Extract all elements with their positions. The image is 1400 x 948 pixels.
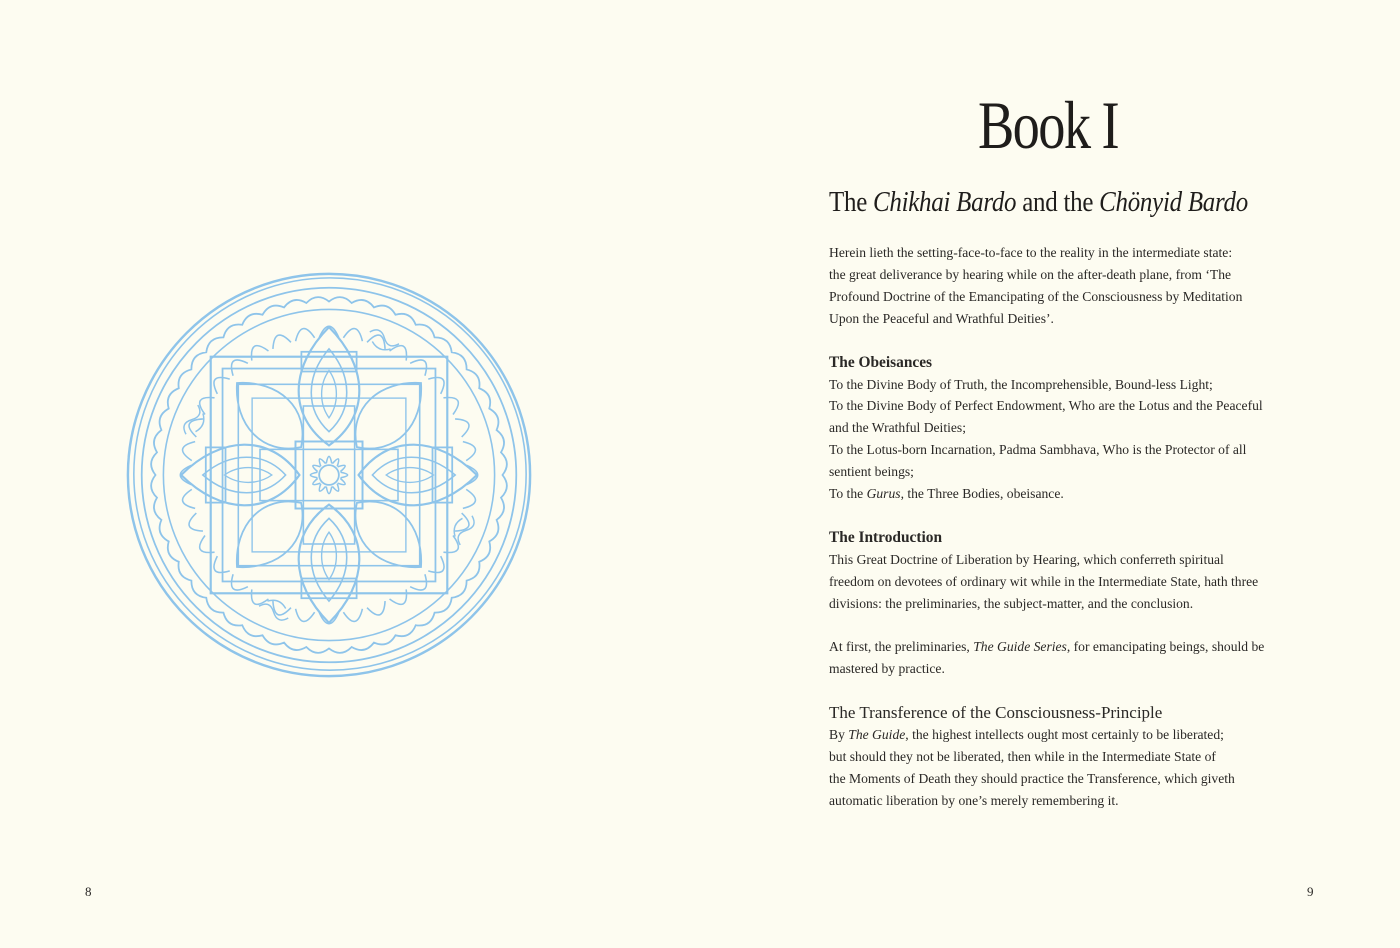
chapter-title: [829, 186, 1248, 219]
page-number-right: 9: [1307, 884, 1314, 899]
introduction-line: This Great Doctrine of Liberation by Hearing, which conferreth spiritual: [829, 551, 1224, 567]
the-guide-italic: The Guide: [848, 727, 906, 743]
chapter-title-italic1: Chikhai Bardo: [872, 186, 1017, 218]
right-page: [700, 0, 1400, 948]
mandala-square: [238, 384, 419, 565]
chapter-title-italic2: Chönyid Bardo: [1099, 186, 1248, 218]
transference-before: By: [829, 727, 849, 743]
mandala-square: [223, 369, 436, 582]
intro-line: Herein lieth the setting-face-to-face to the reality in the intermediate state:: [829, 245, 1233, 260]
mandala-outer-ring: [128, 274, 530, 676]
mandala-square: [252, 398, 406, 552]
obeisances-paragraph: [829, 374, 1329, 505]
obeisance-line: and the Wrathful Deities;: [829, 420, 966, 436]
chapter-title-part1: The: [829, 186, 873, 218]
mandala-center-petals: [310, 456, 347, 493]
mandala-scallop: [151, 297, 507, 653]
obeisance-line: To the Lotus-born Incarnation, Padma Sambhava, Who is the Protector of all: [829, 442, 1247, 458]
introduction-heading: The Introduction: [829, 528, 943, 546]
preliminaries-line: [829, 636, 1329, 658]
transference-heading: The Transference of the Consciousness-Principle: [829, 703, 1163, 723]
mandala-center-square: [295, 441, 362, 508]
introduction-line: divisions: the preliminaries, the subject-matter, and the conclusion.: [829, 595, 1194, 611]
transference-paragraph: [829, 724, 1329, 812]
obeisance-line-last: [829, 483, 1329, 505]
introduction-line: freedom on devotees of ordinary wit while in the Intermediate State, hath three: [829, 573, 1259, 589]
mandala-ring: [163, 309, 494, 640]
chapter-title-part2: and the: [1016, 186, 1100, 218]
body-text: [829, 242, 1329, 812]
obeisance-last-after: , the Three Bodies, obeisance.: [900, 486, 1064, 502]
obeisance-last-before: To the: [829, 486, 867, 502]
introduction-paragraph: [829, 549, 1329, 615]
transference-line: automatic liberation by one’s merely remembering it.: [829, 792, 1119, 808]
mandala-center: [319, 465, 339, 485]
obeisance-last-italic: Gurus: [866, 486, 901, 502]
intro-line: the great deliverance by hearing while on the after-death plane, from ‘The: [829, 266, 1232, 282]
preliminaries-paragraph: [829, 636, 1329, 680]
preliminaries-after: , for emancipating beings, should be: [1066, 639, 1265, 655]
guide-series-italic: The Guide Series: [973, 639, 1067, 655]
obeisance-line: To the Divine Body of Truth, the Incomprehensible, Bound-less Light;: [829, 376, 1213, 392]
book-title: Book I: [978, 87, 1118, 163]
mandala-outer-ring: [134, 278, 526, 670]
mandala-ring: [142, 288, 517, 663]
obeisance-line: To the Divine Body of Perfect Endowment, Who are the Lotus and the Peaceful: [829, 398, 1263, 414]
obeisance-line: sentient beings;: [829, 464, 914, 480]
preliminaries-before: At first, the preliminaries,: [829, 639, 974, 655]
transference-after: , the highest intellects ought most certainly to be liberated;: [905, 727, 1224, 743]
preliminaries-line: mastered by practice.: [829, 661, 945, 677]
transference-line: but should they not be liberated, then while in the Intermediate State of: [829, 749, 1216, 765]
obeisances-heading: The Obeisances: [829, 353, 933, 371]
mandala-square: [211, 357, 448, 594]
mandala-illustration: [122, 268, 536, 682]
intro-paragraph: [829, 242, 1329, 330]
transference-line: [829, 724, 1329, 746]
intro-line: Profound Doctrine of the Emancipating of the Consciousness by Meditation: [829, 288, 1243, 304]
intro-line: Upon the Peaceful and Wrathful Deities’.: [829, 310, 1054, 326]
transference-line: the Moments of Death they should practice the Transference, which giveth: [829, 770, 1235, 786]
page-number-left: 8: [85, 884, 92, 899]
